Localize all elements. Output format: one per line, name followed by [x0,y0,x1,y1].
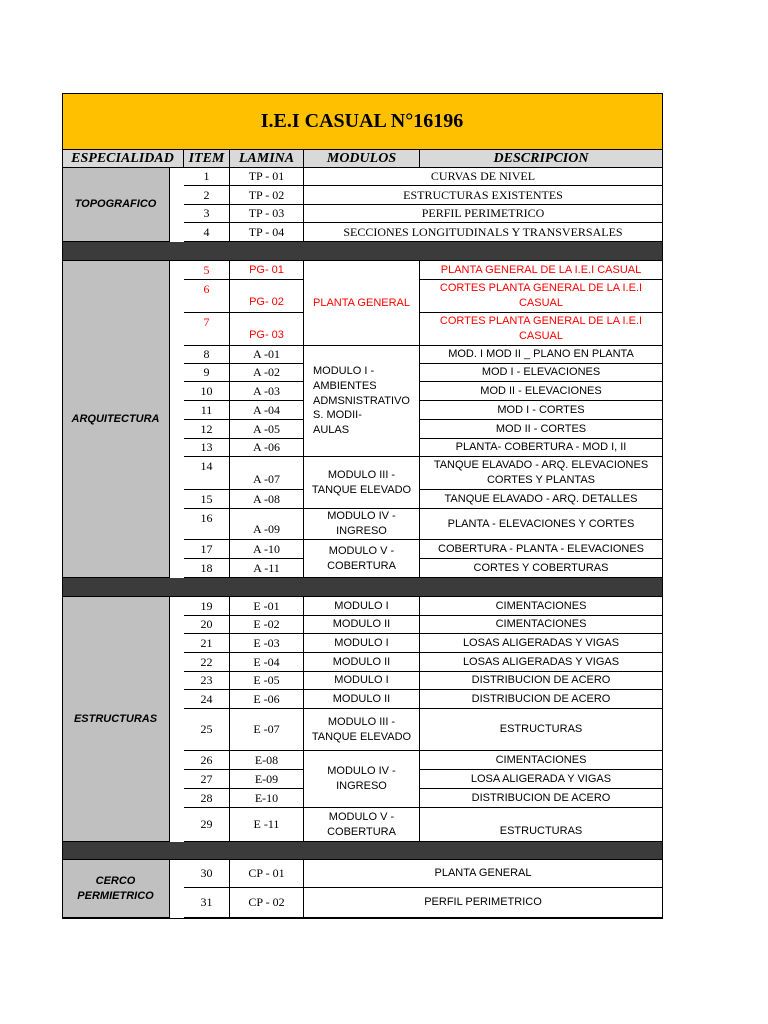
descripcion-cell: PLANTA GENERAL DE LA I.E.I CASUAL [420,261,663,280]
section-separator [62,242,663,261]
item-cell: 23 [184,672,230,690]
descripcion-cell: MOD I - ELEVACIONES [420,364,663,382]
descripcion-cell: MOD I - CORTES [420,401,663,420]
item-cell: 1 [184,168,230,186]
section-separator [62,842,663,860]
lamina-cell: E -02 [230,616,304,634]
modulo-cell: MODULO V - COBERTURA [304,808,420,842]
descripcion-cell: PERFIL PERIMETRICO [304,205,663,223]
especialidad-cell: ESTRUCTURAS [62,597,170,842]
item-cell: 5 [184,261,230,280]
lamina-cell: A -03 [230,382,304,401]
lamina-cell: E-09 [230,770,304,789]
descripcion-cell: DISTRIBUCION DE ACERO [420,789,663,808]
item-cell: 9 [184,364,230,382]
item-cell: 10 [184,382,230,401]
lamina-cell: E -01 [230,597,304,616]
especialidad-cell: CERCO PERMIETRICO [62,860,170,918]
modulo-cell: MODULO III - TANQUE ELEVADO [304,457,420,509]
item-cell: 18 [184,559,230,578]
lamina-cell: A -06 [230,439,304,457]
lamina-cell: TP - 04 [230,223,304,242]
descripcion-cell: LOSAS ALIGERADAS Y VIGAS [420,653,663,672]
item-cell: 31 [184,888,230,918]
modulo-cell: MODULO II [304,690,420,709]
lamina-cell: A -02 [230,364,304,382]
item-cell: 28 [184,789,230,808]
item-cell: 27 [184,770,230,789]
lamina-cell: A -10 [230,540,304,559]
item-cell: 17 [184,540,230,559]
lamina-cell: E -03 [230,634,304,653]
column-header: ESPECIALIDAD [62,150,184,168]
modulo-cell: MODULO I [304,634,420,653]
item-cell: 24 [184,690,230,709]
lamina-cell: A -05 [230,420,304,439]
item-cell: 29 [184,808,230,842]
descripcion-cell: PLANTA - ELEVACIONES Y CORTES [420,509,663,540]
lamina-cell: A -01 [230,346,304,364]
lamina-cell: PG- 01 [230,261,304,280]
item-cell: 25 [184,709,230,751]
descripcion-cell: CURVAS DE NIVEL [304,168,663,186]
item-cell: 13 [184,439,230,457]
descripcion-cell: MOD II - ELEVACIONES [420,382,663,401]
descripcion-cell: CORTES Y COBERTURAS [420,559,663,578]
descripcion-cell: ESTRUCTURAS [420,808,663,842]
item-cell: 22 [184,653,230,672]
column-header: MODULOS [304,150,420,168]
descripcion-cell: DISTRIBUCION DE ACERO [420,690,663,709]
descripcion-cell: SECCIONES LONGITUDINALS Y TRANSVERSALES [304,223,663,242]
modulo-cell: MODULO I [304,597,420,616]
lamina-cell: E -06 [230,690,304,709]
lamina-cell: A -11 [230,559,304,578]
descripcion-cell: PLANTA- COBERTURA - MOD I, II [420,439,663,457]
column-header: ITEM [184,150,230,168]
lamina-cell: E -11 [230,808,304,842]
lamina-cell: CP - 02 [230,888,304,918]
item-cell: 2 [184,186,230,205]
descripcion-cell: COBERTURA - PLANTA - ELEVACIONES [420,540,663,559]
modulo-cell: MODULO I [304,672,420,690]
lamina-cell: CP - 01 [230,860,304,888]
lamina-cell: E -04 [230,653,304,672]
modulo-cell: MODULO V - COBERTURA [304,540,420,578]
lamina-cell: A -08 [230,490,304,509]
descripcion-cell: MOD II - CORTES [420,420,663,439]
item-cell: 6 [184,280,230,313]
item-cell: 8 [184,346,230,364]
modulo-cell: MODULO III - TANQUE ELEVADO [304,709,420,751]
lamina-cell: TP - 03 [230,205,304,223]
descripcion-cell: LOSAS ALIGERADAS Y VIGAS [420,634,663,653]
descripcion-cell: TANQUE ELAVADO - ARQ. DETALLES [420,490,663,509]
descripcion-cell: CORTES PLANTA GENERAL DE LA I.E.I CASUAL [420,313,663,346]
modulo-cell: MODULO II [304,616,420,634]
descripcion-cell: CIMENTACIONES [420,616,663,634]
lamina-cell: TP - 02 [230,186,304,205]
lamina-cell: A -04 [230,401,304,420]
page-title: I.E.I CASUAL N°16196 [62,93,663,150]
item-cell: 30 [184,860,230,888]
item-cell: 12 [184,420,230,439]
lamina-cell: E-08 [230,751,304,770]
item-cell: 21 [184,634,230,653]
lamina-cell: E -05 [230,672,304,690]
especialidad-cell: ARQUITECTURA [62,261,170,578]
item-cell: 19 [184,597,230,616]
descripcion-cell: CORTES PLANTA GENERAL DE LA I.E.I CASUAL [420,280,663,313]
column-header: DESCRIPCION [420,150,663,168]
item-cell: 7 [184,313,230,346]
descripcion-cell: PLANTA GENERAL [304,860,663,888]
modulo-cell: MODULO IV - INGRESO [304,509,420,540]
modulo-cell: MODULO II [304,653,420,672]
lamina-cell: E-10 [230,789,304,808]
descripcion-cell: MOD. I MOD II _ PLANO EN PLANTA [420,346,663,364]
descripcion-cell: ESTRUCTURAS EXISTENTES [304,186,663,205]
modulo-cell: MODULO I - AMBIENTES ADMSNISTRATIVO S. MODII- AULAS [304,346,420,457]
section-separator [62,578,663,597]
item-cell: 16 [184,509,230,540]
item-cell: 3 [184,205,230,223]
descripcion-cell: CIMENTACIONES [420,597,663,616]
column-header: LAMINA [230,150,304,168]
lamina-cell: A -07 [230,457,304,490]
item-cell: 26 [184,751,230,770]
item-cell: 20 [184,616,230,634]
lamina-cell: A -09 [230,509,304,540]
lamina-cell: PG- 03 [230,313,304,346]
item-cell: 11 [184,401,230,420]
item-cell: 14 [184,457,230,490]
descripcion-cell: TANQUE ELAVADO - ARQ. ELEVACIONES CORTES Y PLANTAS [420,457,663,490]
descripcion-cell: DISTRIBUCION DE ACERO [420,672,663,690]
descripcion-cell: CIMENTACIONES [420,751,663,770]
modulo-cell: PLANTA GENERAL [304,261,420,346]
descripcion-cell: ESTRUCTURAS [420,709,663,751]
descripcion-cell: PERFIL PERIMETRICO [304,888,663,918]
modulo-cell: MODULO IV - INGRESO [304,751,420,808]
lamina-cell: PG- 02 [230,280,304,313]
especialidad-cell: TOPOGRAFICO [62,168,170,242]
item-cell: 15 [184,490,230,509]
item-cell: 4 [184,223,230,242]
lamina-cell: E -07 [230,709,304,751]
lamina-cell: TP - 01 [230,168,304,186]
descripcion-cell: LOSA ALIGERADA Y VIGAS [420,770,663,789]
